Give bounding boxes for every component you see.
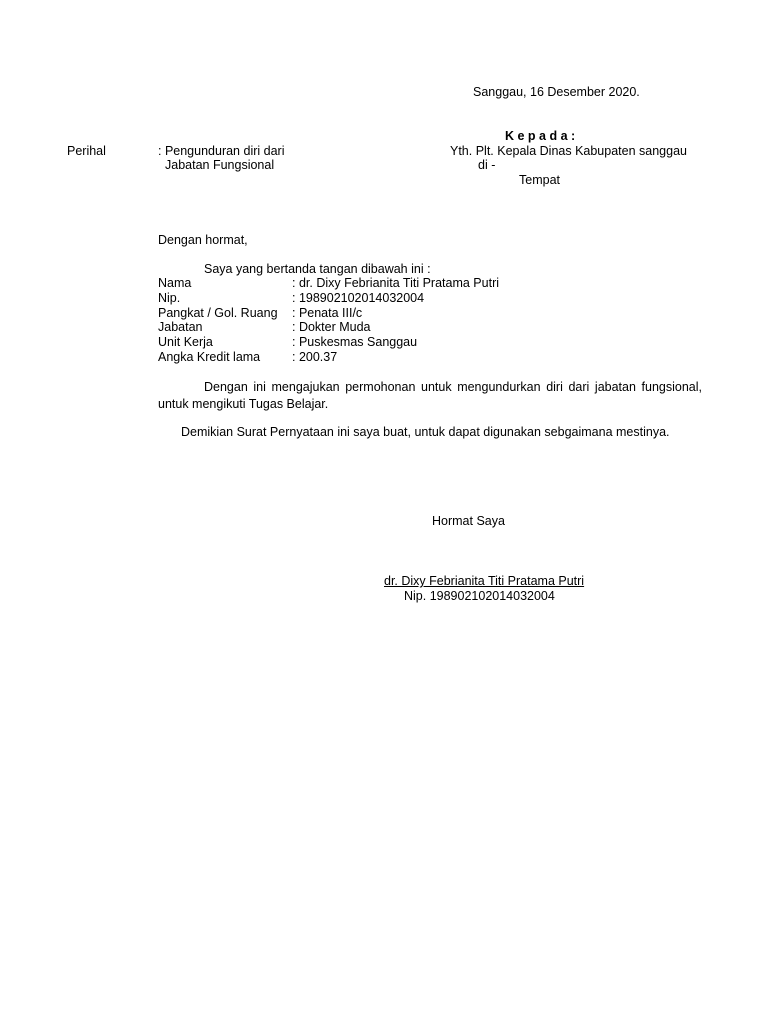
request-paragraph: Dengan ini mengajukan permohonan untuk mengundurkan diri dari jabatan fungsional, untuk mengikuti Tugas Belajar. bbox=[158, 380, 702, 411]
field-label: Angka Kredit lama bbox=[158, 350, 261, 364]
field-row-pangkat bbox=[158, 306, 718, 321]
recipient-line: Yth. Plt. Kepala Dinas Kabupaten sanggau bbox=[450, 144, 687, 158]
subject-line-1: : Pengunduran diri dari bbox=[158, 144, 285, 158]
intro-line: Saya yang bertanda tangan dibawah ini : bbox=[204, 262, 431, 276]
subject-label: Perihal bbox=[67, 144, 106, 158]
field-value: : 200.37 bbox=[292, 350, 338, 364]
field-label: Nama bbox=[158, 276, 192, 290]
field-value: : Puskesmas Sanggau bbox=[292, 335, 418, 349]
field-row-angka-kredit bbox=[158, 350, 718, 365]
signatory-name: dr. Dixy Febrianita Titi Pratama Putri bbox=[384, 574, 585, 588]
field-row-nip bbox=[158, 291, 718, 306]
signatory-nip: Nip. 198902102014032004 bbox=[404, 589, 555, 603]
field-row-nama bbox=[158, 276, 718, 291]
recipient-di: di - bbox=[478, 158, 496, 172]
field-value: : dr. Dixy Febrianita Titi Pratama Putri bbox=[292, 276, 500, 290]
field-row-jabatan bbox=[158, 320, 718, 335]
field-value: : Dokter Muda bbox=[292, 320, 371, 334]
field-label: Nip. bbox=[158, 291, 181, 305]
field-label: Jabatan bbox=[158, 320, 203, 334]
field-value: : Penata III/c bbox=[292, 306, 363, 320]
field-label: Pangkat / Gol. Ruang bbox=[158, 306, 278, 320]
subject-line-2: Jabatan Fungsional bbox=[165, 158, 275, 172]
kepada-heading: K e p a d a : bbox=[505, 129, 576, 143]
closing-salutation: Hormat Saya bbox=[432, 514, 505, 528]
field-label: Unit Kerja bbox=[158, 335, 213, 349]
field-row-unit-kerja bbox=[158, 335, 718, 350]
field-value: : 198902102014032004 bbox=[292, 291, 425, 305]
closing-paragraph: Demikian Surat Pernyataan ini saya buat, untuk dapat digunakan sebgaimana mestinya. bbox=[181, 425, 670, 439]
greeting: Dengan hormat, bbox=[158, 233, 248, 247]
recipient-place: Tempat bbox=[519, 173, 560, 187]
letter-date: Sanggau, 16 Desember 2020. bbox=[473, 85, 640, 99]
